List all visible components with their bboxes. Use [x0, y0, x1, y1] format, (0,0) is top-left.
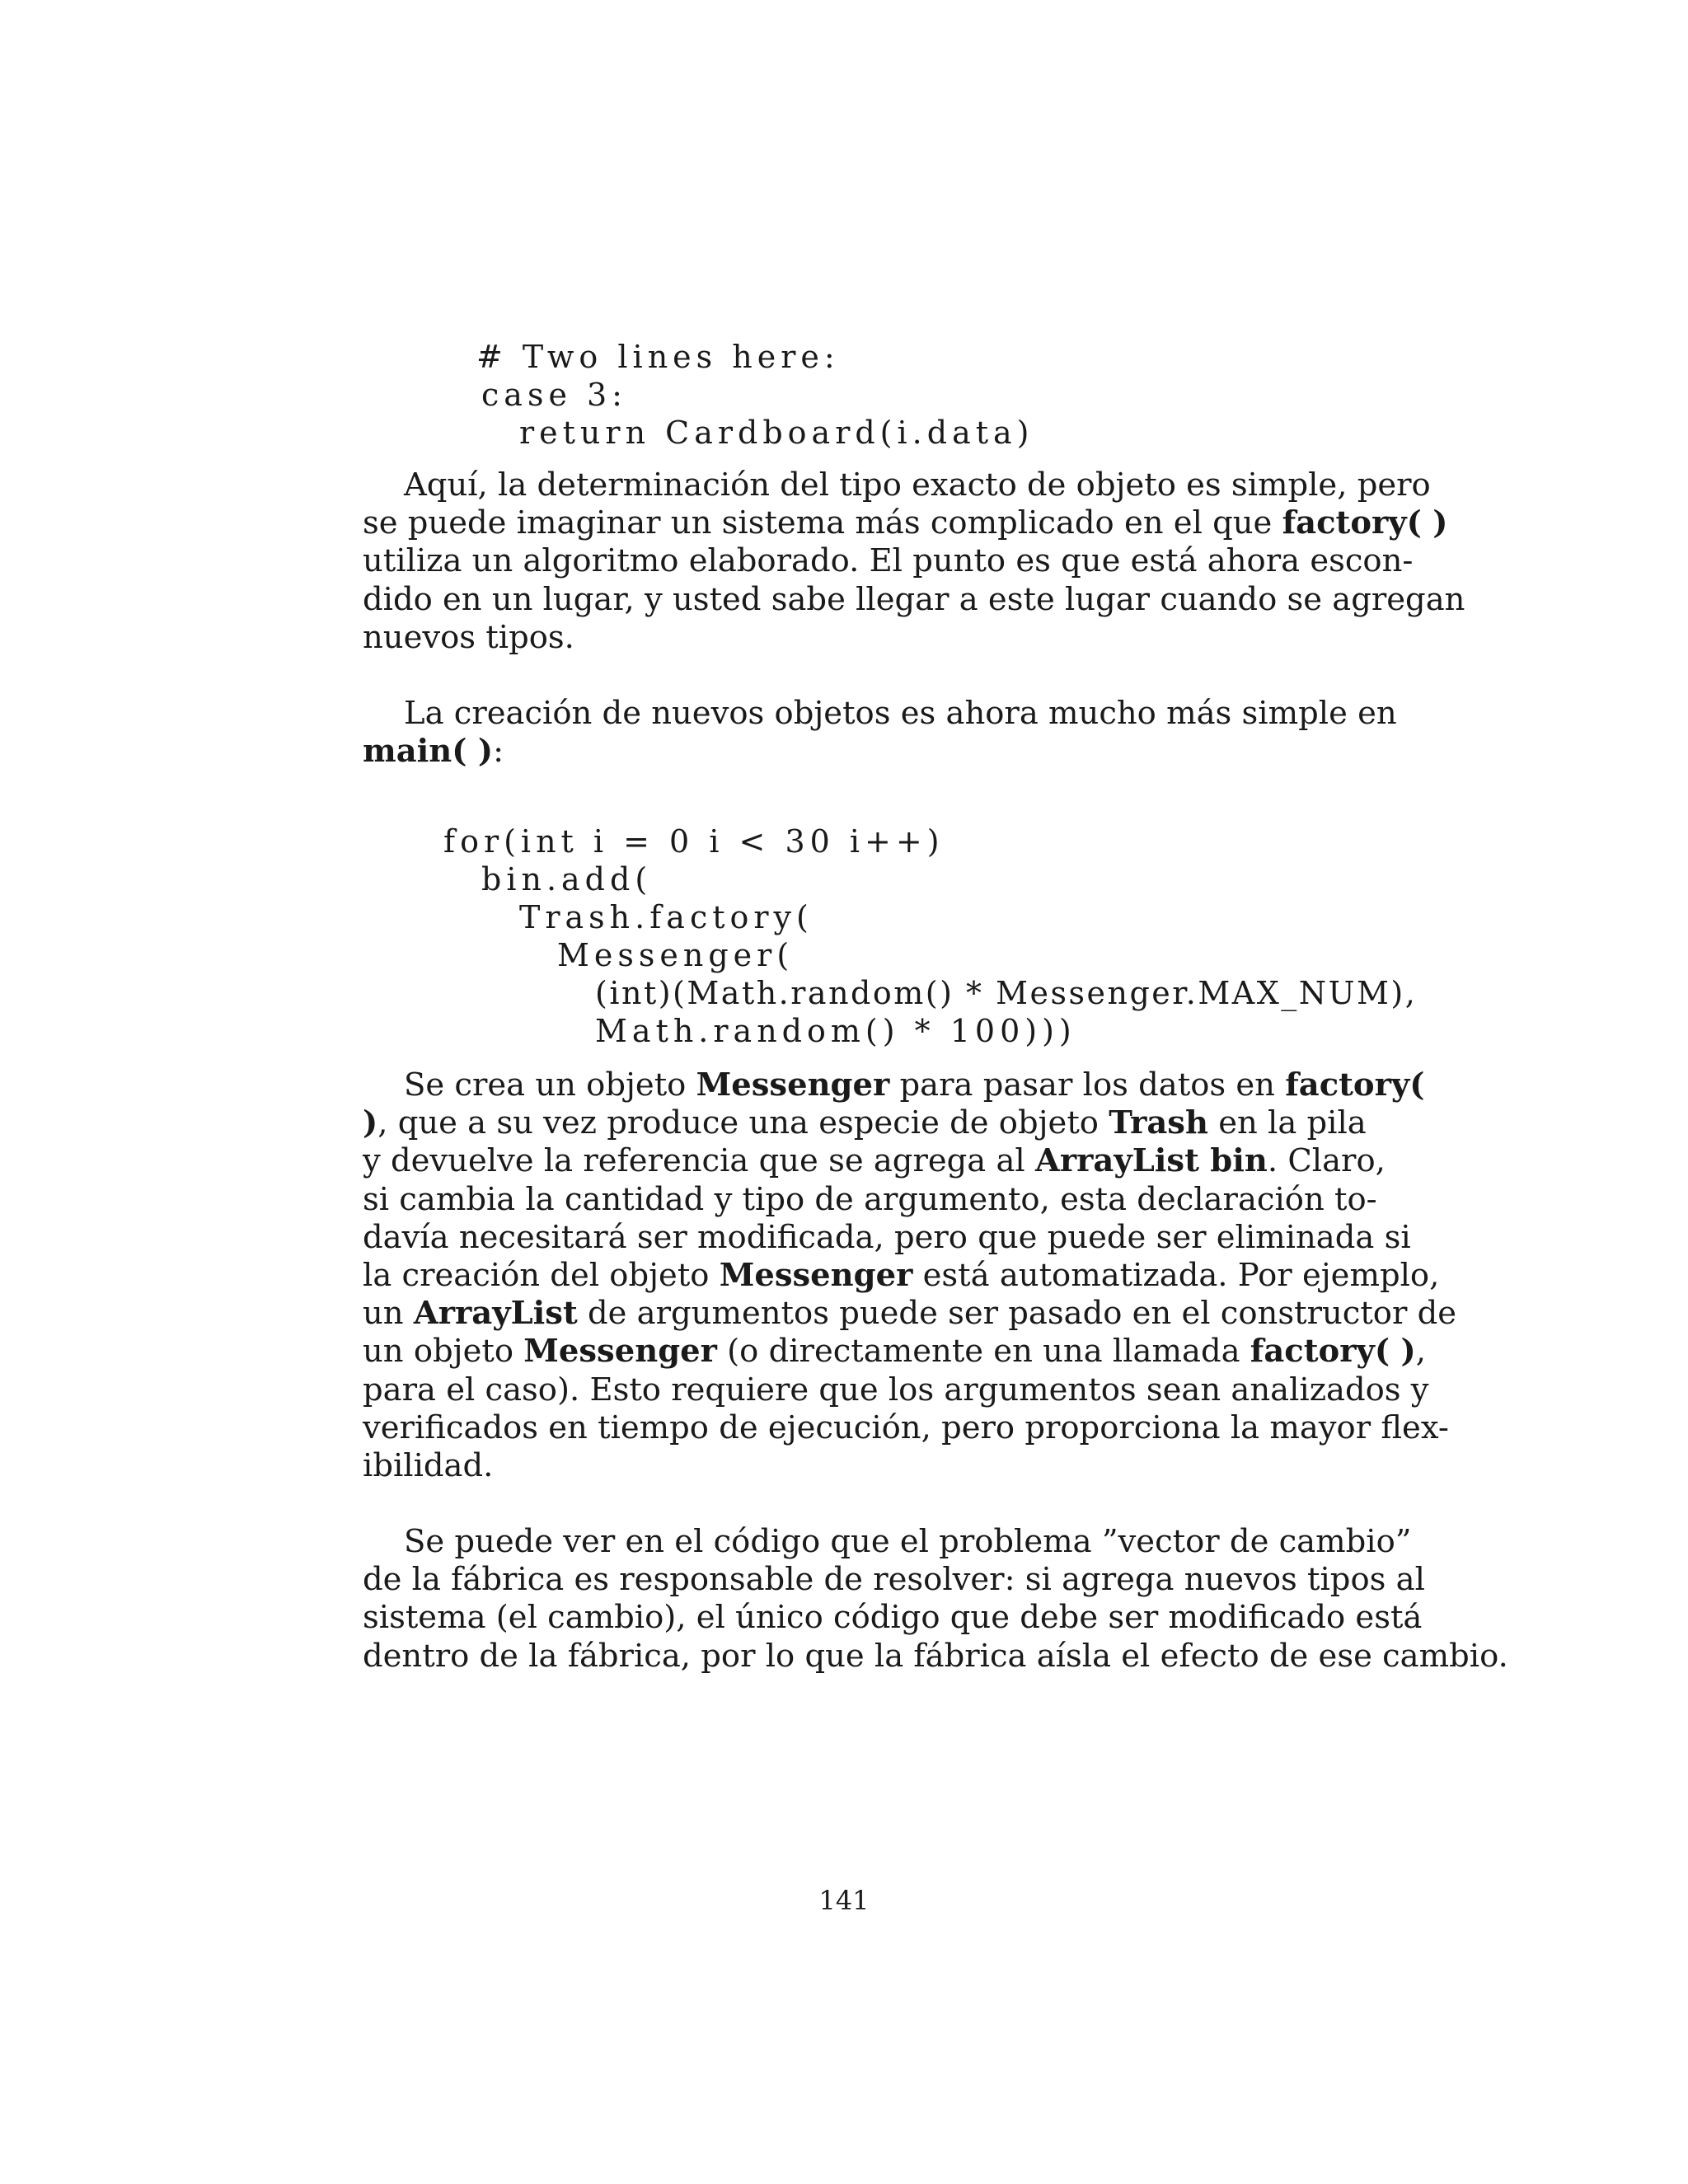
code-line: (int)(Math.random() * Messenger.MAX_NUM), [595, 975, 1418, 1011]
code-line: Math.random() * 100))) [595, 1013, 1076, 1049]
text-line: nuevos tipos. [363, 618, 574, 656]
code-line: Trash.factory( [519, 899, 814, 935]
paragraph [363, 695, 1397, 771]
code-line: case 3: [481, 377, 627, 413]
text-line: de la fábrica es responsable de resolver: si agrega nuevos tipos al [363, 1561, 1425, 1599]
text-line: Se crea un objeto Messenger para pasar los datos en factory( [404, 1066, 1425, 1104]
text-line: dentro de la fábrica, por lo que la fábrica aísla el efecto de ese cambio. [363, 1637, 1508, 1675]
page-number: 141 [818, 1885, 870, 1916]
code-line: bin.add( [481, 861, 653, 898]
text-line: utiliza un algoritmo elaborado. El punto es que está ahora escon- [363, 542, 1414, 580]
text-line: davía necesitará ser modificada, pero que puede ser eliminada si [363, 1218, 1411, 1256]
text-line: La creación de nuevos objetos es ahora mucho más simple en [404, 695, 1397, 732]
text-line: y devuelve la referencia que se agrega al ArrayList bin. Claro, [363, 1142, 1386, 1180]
text-line: un ArrayList de argumentos puede ser pasado en el constructor de [363, 1295, 1457, 1333]
text-line: un objeto Messenger (o directamente en una llamada factory( ), [363, 1333, 1426, 1371]
text-line: verificados en tiempo de ejecución, pero proporciona la mayor flex- [363, 1408, 1449, 1446]
paragraph [363, 1523, 1508, 1675]
code-term: factory( ) [1282, 504, 1448, 542]
text-line: Aquí, la determinación del tipo exacto de objeto es simple, pero [404, 466, 1431, 504]
text-line: la creación del objeto Messenger está automatizada. Por ejemplo, [363, 1257, 1440, 1295]
code-line: # Two lines here: [476, 339, 840, 375]
text-line: main( ): [363, 733, 504, 771]
code-line: return Cardboard(i.data) [519, 415, 1034, 451]
text-line: ), que a su vez produce una especie de objeto Trash en la pila [363, 1104, 1367, 1142]
paragraph [363, 466, 1465, 657]
code-line: for(int i = 0 i < 30 i++) [443, 823, 945, 860]
text-line: ibilidad. [363, 1447, 494, 1485]
text-line: dido en un lugar, y usted sabe llegar a este lugar cuando se agregan [363, 580, 1465, 618]
text-line: se puede imaginar un sistema más complicado en el que factory( ) [363, 504, 1448, 542]
paragraph [363, 1066, 1457, 1485]
text-line: sistema (el cambio), el único código que debe ser modificado está [363, 1599, 1423, 1637]
code-line: Messenger( [557, 937, 795, 973]
text-line: para el caso). Esto requiere que los argumentos sean analizados y [363, 1371, 1429, 1408]
text-line: si cambia la cantidad y tipo de argumento, esta declaración to- [363, 1180, 1377, 1218]
code-term: main( ) [363, 733, 494, 771]
text-line: Se puede ver en el código que el problema ”vector de cambio” [404, 1523, 1412, 1560]
